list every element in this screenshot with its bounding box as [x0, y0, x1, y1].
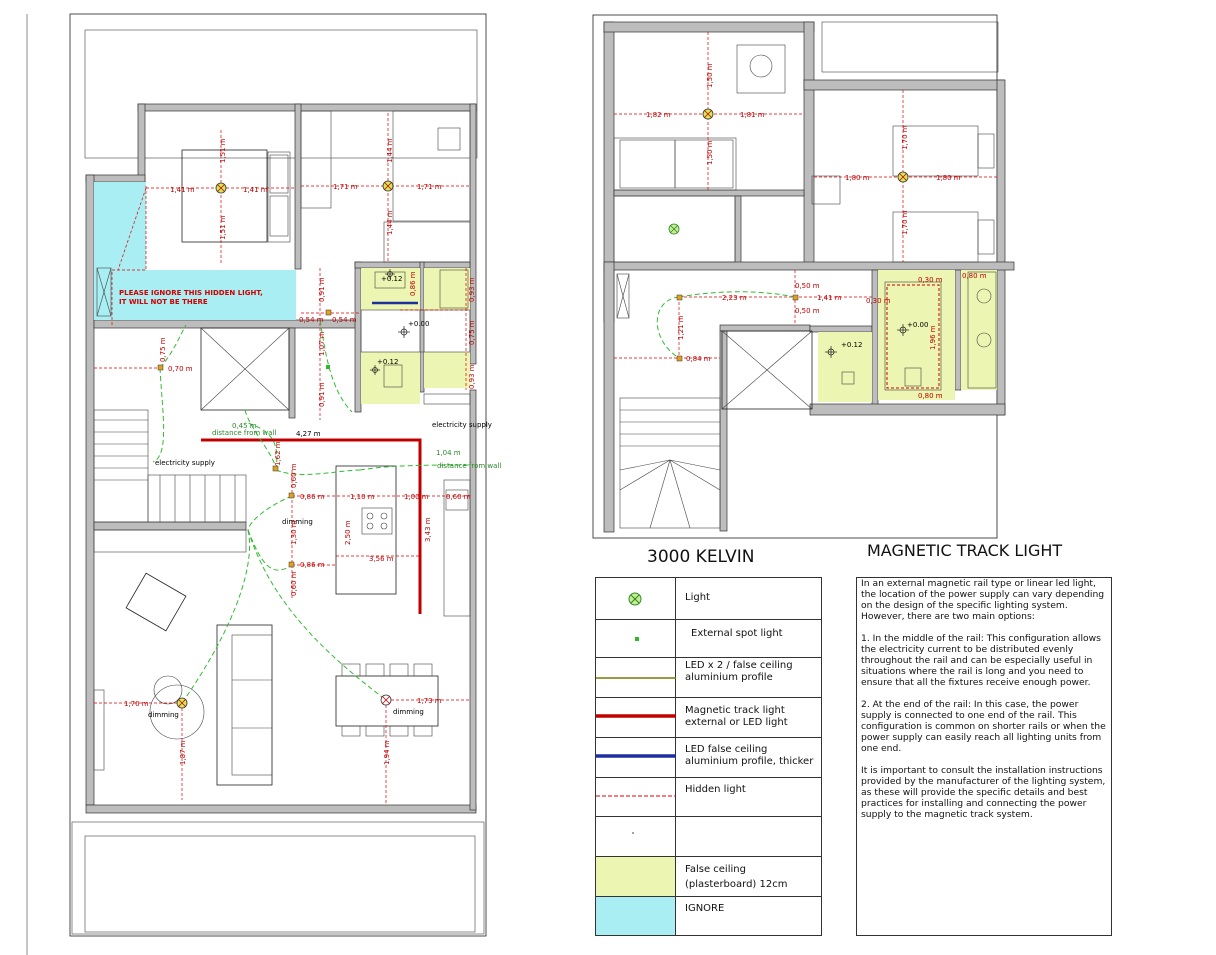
note-paragraph: 1. In the middle of the rail: This configuration allows the electricity current to be distributed evenly throughout the rail and can be especially useful in situations where the rail is long and you need to ensure that all the fixtures receive enough power.	[861, 633, 1101, 688]
dimension-label: 1,71 m	[417, 183, 442, 191]
cooktop	[362, 508, 392, 534]
legend-label-track: Magnetic track light external or LED light	[685, 705, 788, 728]
dimension-label: 3,43 m	[424, 517, 432, 542]
dimension-label: 0,50 m	[795, 307, 820, 315]
dimension-label: 1,70 m	[124, 700, 149, 708]
level-label-3: +0.12	[377, 358, 399, 366]
lower-floor-plan	[70, 14, 501, 936]
dimming-label-2: dimming	[148, 711, 179, 719]
level-label-5: +0.00	[907, 321, 929, 329]
dimension-label: 1,73 m	[417, 697, 442, 705]
dimension-label: 1,44 m	[386, 210, 394, 235]
dimension-label: 0,54 m	[299, 316, 324, 324]
dimension-label: 2,23 m	[722, 294, 747, 302]
dimension-label: 1,70 m	[901, 210, 909, 235]
staircase	[620, 398, 720, 528]
dimension-label: 1,70 m	[901, 125, 909, 150]
dimension-label: 0,80 m	[962, 272, 987, 280]
level-label: +0.12	[381, 275, 403, 283]
dimming-label: dimming	[282, 518, 313, 526]
dimension-label: 0,30 m	[866, 297, 891, 305]
level-label-4: +0.12	[841, 341, 863, 349]
dimension-label: 0,91 m	[318, 277, 326, 302]
magnetic-track-note	[856, 577, 1112, 936]
dimension-label: 1,96 m	[929, 325, 937, 350]
legend-row-empty	[596, 817, 821, 857]
dimension-label: 0,30 m	[918, 276, 943, 284]
led-profile-line-icon	[596, 658, 676, 698]
dimension-label: 1,00 m	[404, 493, 429, 501]
dimming-label-3: dimming	[393, 708, 424, 716]
note-paragraph: In an external magnetic rail type or linear led light, the location of the power supply can vary depending on the design of the specific lighting system. However, there are two main options:	[861, 578, 1105, 622]
hidden-light-warning: PLEASE IGNORE THIS HIDDEN LIGHT,	[119, 289, 263, 297]
legend-row-track	[596, 698, 821, 738]
note-paragraph: It is important to consult the installation instructions provided by the manufacturer of the lighting system, as these will provide the specific details and best practices for installing and connecting the power supply to the magnetic track system.	[861, 765, 1106, 820]
dimension-label: 0,86 m	[300, 493, 325, 501]
dimension-label: 1,51 m	[219, 138, 227, 163]
dimension-label: 1,50 m	[706, 63, 714, 88]
dimension-label: 1,80 m	[936, 174, 961, 182]
kelvin-heading: 3000 KELVIN	[647, 547, 755, 567]
light-fixture-icon	[596, 578, 676, 620]
upper-floor-plan	[593, 15, 1014, 538]
dimension-label: 1,07 m	[318, 331, 326, 356]
legend-label-spot: External spot light	[691, 628, 783, 639]
dimension-label: 1,04 m	[436, 449, 461, 457]
legend-row-ignore	[596, 897, 821, 935]
legend-row-spot	[596, 620, 821, 658]
dimension-label: 0,45 m	[232, 422, 257, 430]
hidden-light-warning-2: IT WILL NOT BE THERE	[119, 298, 208, 306]
dimension-label: 0,75 m	[468, 320, 476, 345]
spot-light-icon	[596, 620, 676, 658]
led-profile-thick-icon	[596, 738, 676, 778]
distance-from-wall-label-2: distance from wall	[212, 429, 277, 437]
table-with-chairs	[737, 45, 785, 93]
track-line-icon	[596, 698, 676, 738]
dimension-label: 1,51 m	[219, 215, 227, 240]
light-fixtures	[158, 181, 410, 708]
legend-label-hidden: Hidden light	[685, 784, 746, 795]
legend-label-false-ceiling: False ceiling (plasterboard) 12cm	[685, 864, 788, 890]
legend-table	[595, 577, 822, 936]
legend-row-light	[596, 578, 821, 620]
magnetic-track-heading: MAGNETIC TRACK LIGHT	[867, 541, 1063, 560]
dimension-label: 3,56 m	[369, 555, 394, 563]
dimension-label: 1,30 m	[290, 520, 298, 545]
dimension-label: 0,60 m	[290, 463, 298, 488]
dimension-label: 2,50 m	[344, 520, 352, 545]
legend-row-led-thick	[596, 738, 821, 778]
dimension-label: 1,81 m	[740, 111, 765, 119]
ignore-swatch	[596, 897, 676, 935]
dimension-label: 4,27 m	[296, 430, 321, 438]
legend-row-hidden	[596, 778, 821, 817]
dimension-label: 0,91 m	[318, 382, 326, 407]
false-ceiling-swatch	[596, 857, 676, 896]
legend-row-false-ceiling	[596, 857, 821, 897]
dimension-label: 1,21 m	[677, 315, 685, 340]
dimension-label: 0,60 m	[290, 571, 298, 596]
dimension-label: 1,71 m	[333, 183, 358, 191]
legend-label-ignore: IGNORE	[685, 903, 725, 914]
note-paragraph: 2. At the end of the rail: In this case, the power supply is connected to one end of the rail. This configuration is common on shorter rails or when the power supply can easily reach all lighting units from one end.	[861, 699, 1106, 754]
legend-label-led: LED x 2 / false ceiling aluminium profile	[685, 660, 793, 683]
dimension-label: 1,62 m	[274, 441, 282, 466]
dimension-label: 1,41 m	[170, 186, 195, 194]
electricity-supply-label: electricity supply	[432, 421, 492, 429]
dimension-label: 1,44 m	[386, 138, 394, 163]
dimension-label: 0,84 m	[686, 355, 711, 363]
dimension-label: 1,87 m	[179, 740, 187, 765]
dimension-label: 0,93 m	[468, 277, 476, 302]
legend-row-led	[596, 658, 821, 698]
dimension-label: 0,93 m	[468, 364, 476, 389]
chair	[438, 128, 460, 150]
dimension-label: 1,94 m	[383, 740, 391, 765]
dimension-label: 0,80 m	[918, 392, 943, 400]
dimension-label: 0,86 m	[300, 561, 325, 569]
sofa	[217, 625, 272, 785]
dimension-label: 0,54 m	[332, 316, 357, 324]
dimension-label: 1,41 m	[243, 186, 268, 194]
dimension-label: 0,86 m	[409, 271, 417, 296]
dimension-label: 1,41 m	[817, 294, 842, 302]
legend-label-light: Light	[685, 592, 710, 603]
level-label-2: +0.00	[408, 320, 430, 328]
dimension-label: 0,75 m	[159, 337, 167, 362]
dimension-label: 1,82 m	[646, 111, 671, 119]
dimension-label: 1,50 m	[706, 140, 714, 165]
dimension-label: 0,60 m	[446, 493, 471, 501]
dimension-label: 1,10 m	[350, 493, 375, 501]
electricity-supply-label-2: electricity supply	[155, 459, 215, 467]
hidden-light-icon	[596, 778, 676, 817]
dimension-label: 1,80 m	[845, 174, 870, 182]
legend-label-led-thick: LED false ceiling aluminium profile, thicker	[685, 744, 814, 767]
distance-from-wall-label: distance from wall	[437, 462, 502, 470]
armchair	[126, 573, 186, 631]
dimension-label: 0,70 m	[168, 365, 193, 373]
dot-icon	[596, 817, 676, 857]
dimension-label: 0,50 m	[795, 282, 820, 290]
